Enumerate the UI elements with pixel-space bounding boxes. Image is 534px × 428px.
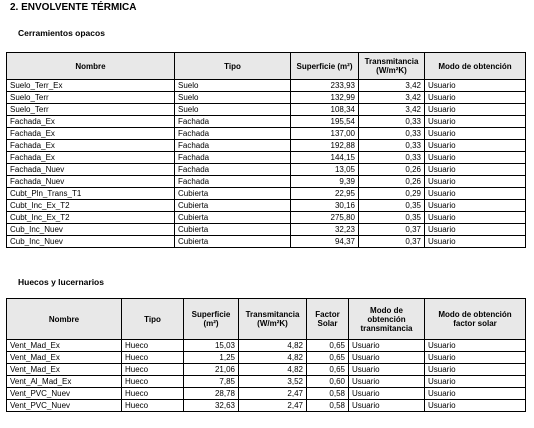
- table-cell: Usuario: [425, 92, 526, 104]
- huecos-col-header: Nombre: [7, 299, 122, 340]
- table-cell: Suelo: [175, 80, 291, 92]
- table-row: [7, 340, 526, 352]
- table-cell: Hueco: [122, 364, 184, 376]
- table-cell: Fachada: [175, 152, 291, 164]
- table-cell: Cubt_Pln_Trans_T1: [7, 188, 175, 200]
- table-cell: 0,33: [359, 152, 425, 164]
- table-cell: Usuario: [425, 200, 526, 212]
- table-row: [7, 128, 526, 140]
- table-cell: Usuario: [425, 176, 526, 188]
- table-cell: Cubt_Inc_Ex_T2: [7, 212, 175, 224]
- table-cell: 0,26: [359, 176, 425, 188]
- opacos-heading: Cerramientos opacos: [18, 28, 105, 38]
- table-cell: Fachada: [175, 116, 291, 128]
- table-cell: Hueco: [122, 388, 184, 400]
- table-cell: 0,33: [359, 128, 425, 140]
- table-cell: Vent_Mad_Ex: [7, 340, 122, 352]
- table-cell: Usuario: [349, 352, 425, 364]
- table-cell: Usuario: [349, 340, 425, 352]
- table-cell: 4,82: [239, 364, 307, 376]
- table-row: [7, 188, 526, 200]
- table-cell: 233,93: [291, 80, 359, 92]
- table-row: [7, 116, 526, 128]
- table-cell: Suelo_Terr_Ex: [7, 80, 175, 92]
- table-cell: Usuario: [425, 340, 526, 352]
- table-cell: Usuario: [425, 364, 526, 376]
- huecos-col-header: Modo de obtención transmitancia: [349, 299, 425, 340]
- opacos-table: [6, 52, 526, 248]
- table-row: [7, 388, 526, 400]
- huecos-col-header: Transmitancia (W/m²K): [239, 299, 307, 340]
- huecos-header-row: [7, 299, 526, 340]
- table-cell: Cubierta: [175, 224, 291, 236]
- table-cell: Cubierta: [175, 188, 291, 200]
- table-row: [7, 92, 526, 104]
- table-cell: Cub_Inc_Nuev: [7, 236, 175, 248]
- table-cell: 2,47: [239, 400, 307, 412]
- table-cell: 32,63: [184, 400, 239, 412]
- table-cell: Usuario: [349, 388, 425, 400]
- table-row: [7, 400, 526, 412]
- table-row: [7, 164, 526, 176]
- table-cell: Fachada_Nuev: [7, 176, 175, 188]
- table-cell: 0,58: [307, 388, 349, 400]
- table-cell: Usuario: [425, 164, 526, 176]
- huecos-col-header: Superficie (m²): [184, 299, 239, 340]
- table-cell: 7,85: [184, 376, 239, 388]
- table-cell: Usuario: [425, 388, 526, 400]
- table-row: [7, 236, 526, 248]
- table-cell: 28,78: [184, 388, 239, 400]
- table-cell: 0,29: [359, 188, 425, 200]
- table-cell: Fachada: [175, 128, 291, 140]
- table-cell: 0,35: [359, 212, 425, 224]
- table-cell: 3,42: [359, 80, 425, 92]
- table-cell: Hueco: [122, 340, 184, 352]
- table-cell: 0,65: [307, 364, 349, 376]
- table-cell: Usuario: [425, 212, 526, 224]
- table-cell: Suelo: [175, 104, 291, 116]
- table-cell: Usuario: [425, 224, 526, 236]
- table-row: [7, 80, 526, 92]
- table-cell: 94,37: [291, 236, 359, 248]
- table-cell: 4,82: [239, 352, 307, 364]
- table-cell: Usuario: [425, 140, 526, 152]
- table-cell: 0,60: [307, 376, 349, 388]
- table-cell: Vent_PVC_Nuev: [7, 400, 122, 412]
- table-cell: Fachada_Ex: [7, 140, 175, 152]
- table-cell: 144,15: [291, 152, 359, 164]
- table-cell: Usuario: [349, 364, 425, 376]
- table-row: [7, 352, 526, 364]
- table-cell: Hueco: [122, 400, 184, 412]
- table-cell: Vent_Mad_Ex: [7, 352, 122, 364]
- huecos-heading: Huecos y lucernarios: [18, 277, 104, 287]
- table-cell: 0,26: [359, 164, 425, 176]
- table-row: [7, 176, 526, 188]
- table-cell: 132,99: [291, 92, 359, 104]
- opacos-col-header: Transmitancia (W/m²K): [359, 53, 425, 80]
- table-cell: Hueco: [122, 352, 184, 364]
- table-row: [7, 200, 526, 212]
- table-cell: Vent_PVC_Nuev: [7, 388, 122, 400]
- table-cell: Usuario: [349, 400, 425, 412]
- opacos-body: [7, 80, 526, 248]
- opacos-col-header: Superficie (m²): [291, 53, 359, 80]
- table-cell: Cubt_Inc_Ex_T2: [7, 200, 175, 212]
- table-cell: Usuario: [425, 116, 526, 128]
- table-row: [7, 364, 526, 376]
- huecos-col-header: Modo de obtención factor solar: [425, 299, 526, 340]
- table-cell: Fachada: [175, 164, 291, 176]
- table-cell: Usuario: [425, 128, 526, 140]
- table-cell: Vent_Al_Mad_Ex: [7, 376, 122, 388]
- table-cell: Suelo_Terr: [7, 104, 175, 116]
- table-cell: 2,47: [239, 388, 307, 400]
- table-cell: 0,35: [359, 200, 425, 212]
- huecos-body: [7, 340, 526, 412]
- table-cell: 3,42: [359, 92, 425, 104]
- table-cell: 22,95: [291, 188, 359, 200]
- table-cell: 3,42: [359, 104, 425, 116]
- table-cell: Usuario: [425, 188, 526, 200]
- opacos-header-row: [7, 53, 526, 80]
- table-cell: 3,52: [239, 376, 307, 388]
- table-row: [7, 152, 526, 164]
- table-cell: Usuario: [349, 376, 425, 388]
- table-row: [7, 376, 526, 388]
- table-cell: Suelo: [175, 92, 291, 104]
- table-cell: 15,03: [184, 340, 239, 352]
- table-cell: 0,37: [359, 224, 425, 236]
- table-cell: 0,37: [359, 236, 425, 248]
- section-title: 2. ENVOLVENTE TÉRMICA: [10, 2, 137, 13]
- table-cell: Fachada_Ex: [7, 116, 175, 128]
- table-cell: 0,65: [307, 340, 349, 352]
- table-cell: Usuario: [425, 236, 526, 248]
- table-cell: 275,80: [291, 212, 359, 224]
- table-cell: 0,33: [359, 140, 425, 152]
- table-cell: Fachada: [175, 176, 291, 188]
- table-cell: Cubierta: [175, 200, 291, 212]
- table-cell: 9,39: [291, 176, 359, 188]
- table-cell: 0,65: [307, 352, 349, 364]
- table-cell: Fachada_Nuev: [7, 164, 175, 176]
- table-cell: Fachada: [175, 140, 291, 152]
- table-row: [7, 140, 526, 152]
- table-cell: Cubierta: [175, 212, 291, 224]
- table-cell: Hueco: [122, 376, 184, 388]
- table-cell: Fachada_Ex: [7, 152, 175, 164]
- table-cell: Usuario: [425, 152, 526, 164]
- table-cell: Vent_Mad_Ex: [7, 364, 122, 376]
- table-cell: Usuario: [425, 400, 526, 412]
- table-cell: Usuario: [425, 376, 526, 388]
- table-cell: Cubierta: [175, 236, 291, 248]
- table-cell: Usuario: [425, 80, 526, 92]
- table-cell: 30,16: [291, 200, 359, 212]
- table-cell: Suelo_Terr: [7, 92, 175, 104]
- table-cell: 192,88: [291, 140, 359, 152]
- table-cell: Cub_Inc_Nuev: [7, 224, 175, 236]
- table-cell: 0,33: [359, 116, 425, 128]
- opacos-col-header: Modo de obtención: [425, 53, 526, 80]
- opacos-col-header: Nombre: [7, 53, 175, 80]
- table-cell: 0,58: [307, 400, 349, 412]
- table-cell: 108,34: [291, 104, 359, 116]
- table-row: [7, 212, 526, 224]
- huecos-col-header: Tipo: [122, 299, 184, 340]
- table-cell: 21,06: [184, 364, 239, 376]
- huecos-col-header: Factor Solar: [307, 299, 349, 340]
- huecos-table: [6, 298, 526, 412]
- table-cell: 1,25: [184, 352, 239, 364]
- table-cell: Usuario: [425, 352, 526, 364]
- table-cell: 4,82: [239, 340, 307, 352]
- table-row: [7, 224, 526, 236]
- table-cell: 137,00: [291, 128, 359, 140]
- table-cell: Usuario: [425, 104, 526, 116]
- table-cell: 13,05: [291, 164, 359, 176]
- opacos-col-header: Tipo: [175, 53, 291, 80]
- table-row: [7, 104, 526, 116]
- table-cell: 195,54: [291, 116, 359, 128]
- table-cell: Fachada_Ex: [7, 128, 175, 140]
- table-cell: 32,23: [291, 224, 359, 236]
